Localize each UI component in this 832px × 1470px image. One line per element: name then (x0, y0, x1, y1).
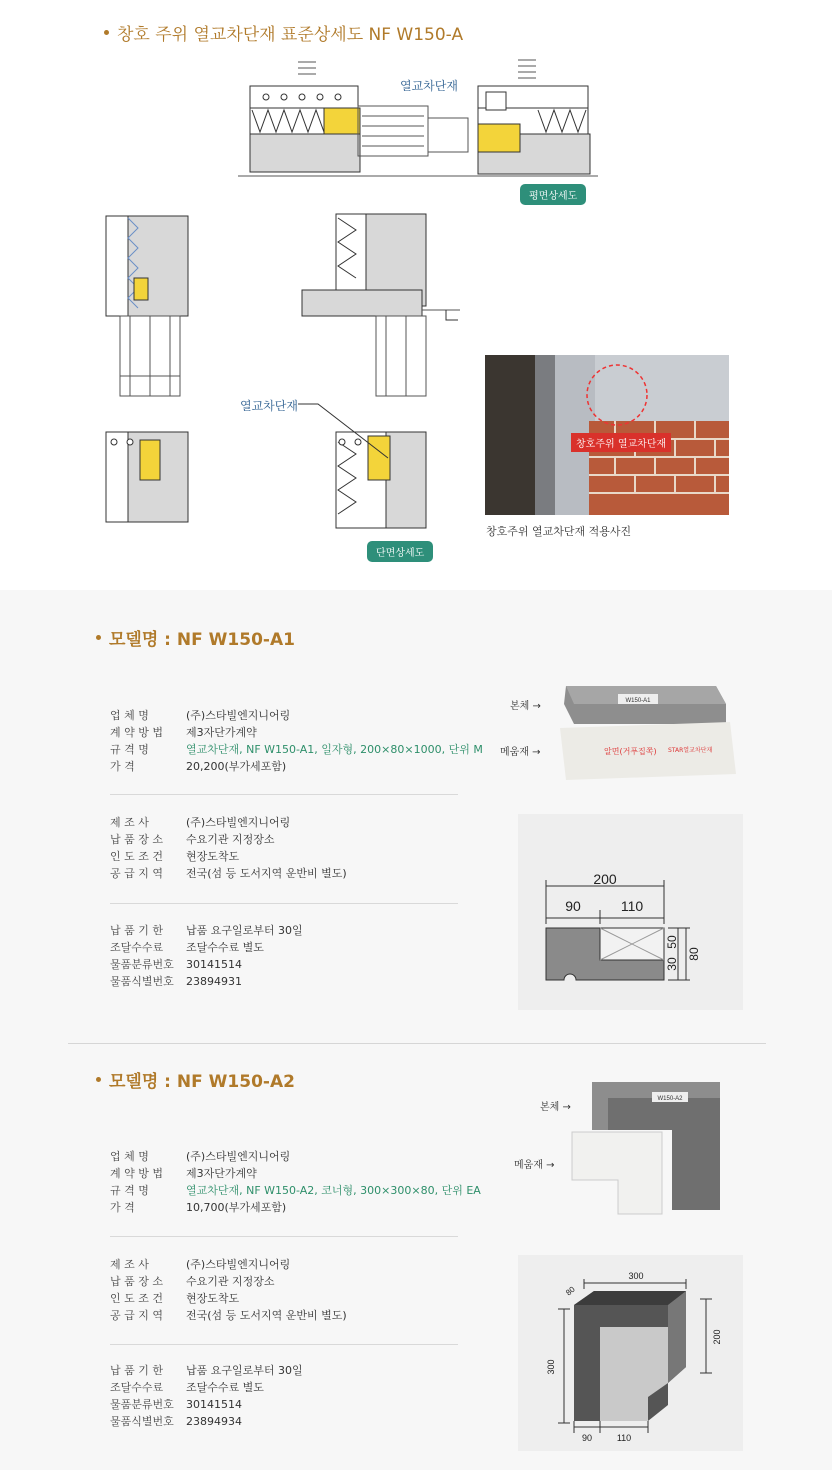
model-a1-title-text: 모델명 : NF W150-A1 (109, 630, 295, 650)
info-label: 제 조 사 (110, 1258, 149, 1271)
model-a2-title-text: 모델명 : NF W150-A2 (109, 1072, 295, 1092)
info-value: 제3자단가계약 (186, 726, 257, 739)
dim-left: 90 (565, 898, 581, 914)
section-detail-drawing-right (296, 206, 476, 536)
bullet-icon (104, 30, 109, 35)
dim-top: 300 (628, 1271, 644, 1281)
divider (110, 1236, 458, 1237)
section-detail-badge: 단면상세도 (367, 541, 433, 562)
svg-text:STAR열교차단재: STAR열교차단재 (668, 747, 713, 754)
info-value-price: 20,200(부가세포함) (186, 760, 287, 773)
info-value: 23894931 (186, 975, 242, 988)
filler-label: 메움재 → (500, 747, 541, 758)
info-value-spec: 열교차단재, NF W150-A2, 코너형, 300×300×80, 단위 EA (186, 1184, 481, 1197)
model-a1-title (96, 625, 295, 650)
model-a2-group2 (110, 1256, 347, 1324)
model-a2-group1 (110, 1148, 481, 1216)
body-label: 본체 → (540, 1102, 571, 1113)
bullet-icon (96, 635, 101, 640)
info-value: 30141514 (186, 1398, 242, 1411)
info-label: 업 체 명 (110, 709, 149, 722)
info-value: 납품 요구일로부터 30일 (186, 1364, 303, 1377)
photo-label: 창호주위 열교차단재 (571, 433, 671, 452)
info-label: 납 품 기 한 (110, 1364, 163, 1377)
info-value: 전국(섬 등 도서지역 운반비 별도) (186, 1309, 347, 1322)
info-value: 조달수수료 별도 (186, 941, 264, 954)
divider (110, 903, 458, 904)
model-separator (68, 1043, 766, 1044)
model-a2-product-photo (562, 1080, 726, 1216)
info-label: 가 격 (110, 1201, 135, 1214)
svg-text:W150-A1: W150-A1 (625, 698, 651, 704)
svg-text:W150-A2: W150-A2 (657, 1096, 683, 1102)
dim-b1: 90 (581, 1433, 593, 1443)
photo-caption: 창호주위 열교차단재 적용사진 (486, 525, 632, 538)
info-label: 조달수수료 (110, 1381, 164, 1394)
model-a1-dimension-drawing (518, 814, 743, 1010)
info-label: 조달수수료 (110, 941, 164, 954)
info-value: (주)스타빌엔지니어링 (186, 816, 291, 829)
info-label: 계 약 방 법 (110, 1167, 163, 1180)
page-title-text: 창호 주위 열교차단재 표준상세도 NF W150-A (117, 25, 464, 45)
info-value: 현장도착도 (186, 850, 240, 863)
info-value-price: 10,700(부가세포함) (186, 1201, 287, 1214)
info-label: 물품분류번호 (110, 1398, 174, 1411)
dim-b2: 110 (616, 1433, 632, 1443)
divider (110, 1344, 458, 1345)
model-a2-title (96, 1067, 295, 1092)
info-label: 가 격 (110, 760, 135, 773)
info-label: 납 품 장 소 (110, 833, 163, 846)
info-value: 23894934 (186, 1415, 242, 1428)
info-label: 인 도 조 건 (110, 1292, 163, 1305)
info-value: (주)스타빌엔지니어링 (186, 709, 291, 722)
info-label: 공 급 지 역 (110, 867, 163, 880)
info-label: 규 격 명 (110, 1184, 149, 1197)
dim-right: 110 (620, 898, 644, 914)
info-value: 납품 요구일로부터 30일 (186, 924, 303, 937)
info-label: 납 품 장 소 (110, 1275, 163, 1288)
info-label: 계 약 방 법 (110, 726, 163, 739)
model-a1-product-photo (556, 682, 742, 782)
info-label: 공 급 지 역 (110, 1309, 163, 1322)
dim-h3: 80 (687, 947, 701, 961)
callout-section-leader (298, 402, 408, 462)
info-value: (주)스타빌엔지니어링 (186, 1150, 291, 1163)
model-a2-dimension-drawing (518, 1255, 743, 1451)
info-value: 전국(섬 등 도서지역 운반비 별도) (186, 867, 347, 880)
dim-h1: 30 (665, 957, 679, 971)
info-label: 규 격 명 (110, 743, 149, 756)
body-label: 본체 → (510, 701, 541, 712)
info-label: 물품식별번호 (110, 1415, 174, 1428)
callout-section-label: 열교차단재 (240, 399, 298, 413)
svg-text:알면(거푸집쪽): 알면(거푸집쪽) (604, 747, 657, 756)
filler-label: 메움재 → (514, 1160, 555, 1171)
model-a2-group3 (110, 1362, 303, 1430)
callout-plan-label: 열교차단재 (400, 79, 458, 93)
dim-side: 200 (712, 1329, 722, 1345)
info-label: 물품식별번호 (110, 975, 174, 988)
model-a1-group2 (110, 814, 347, 882)
info-value: 제3자단가계약 (186, 1167, 257, 1180)
info-value: 현장도착도 (186, 1292, 240, 1305)
dim-left: 300 (546, 1359, 556, 1375)
info-value: (주)스타빌엔지니어링 (186, 1258, 291, 1271)
info-value: 조달수수료 별도 (186, 1381, 264, 1394)
model-a1-group1 (110, 707, 483, 775)
section-detail-drawing-left (100, 206, 220, 536)
plan-detail-badge: 평면상세도 (520, 184, 586, 205)
info-value: 30141514 (186, 958, 242, 971)
info-value: 수요기관 지정장소 (186, 833, 275, 846)
info-label: 납 품 기 한 (110, 924, 163, 937)
info-label: 업 체 명 (110, 1150, 149, 1163)
info-value-spec: 열교차단재, NF W150-A1, 일자형, 200×80×1000, 단위 M (186, 743, 483, 756)
info-label: 제 조 사 (110, 816, 149, 829)
bullet-icon (96, 1077, 101, 1082)
dim-total: 200 (593, 871, 617, 887)
model-a1-group3 (110, 922, 303, 990)
dim-h2: 50 (665, 935, 679, 949)
page-title (104, 20, 463, 45)
dim-corner: 80 (564, 1284, 577, 1298)
divider (110, 794, 458, 795)
info-label: 인 도 조 건 (110, 850, 163, 863)
info-label: 물품분류번호 (110, 958, 174, 971)
info-value: 수요기관 지정장소 (186, 1275, 275, 1288)
